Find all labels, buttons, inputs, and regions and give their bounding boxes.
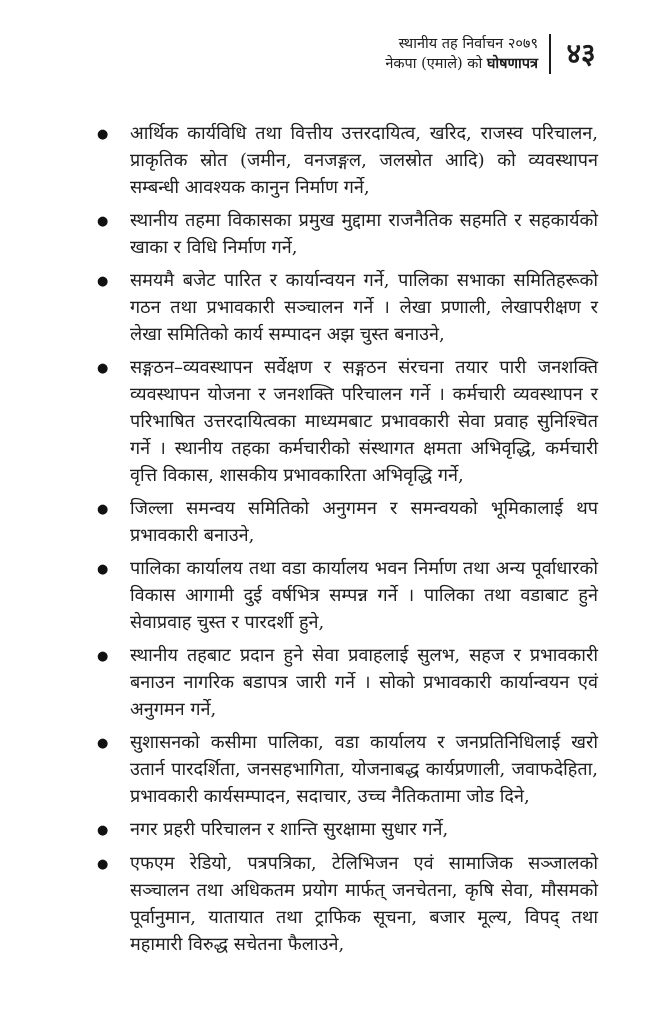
header-title — [385, 34, 538, 74]
list-item — [97, 495, 598, 549]
bullet-text: नगर प्रहरी परिचालन र शान्ति सुरक्षामा सुधार गर्ने, — [130, 819, 449, 840]
bullet-icon: ● — [97, 823, 109, 838]
bullet-list — [97, 120, 598, 964]
list-item — [97, 354, 598, 489]
bullet-text: पालिका कार्यालय तथा वडा कार्यालय भवन निर्माण तथा अन्य पूर्वाधारको विकास आगामी दुई वर्षभित्र सम्पन्न गर्ने । पालिका तथा वडाबाट हुने सेवाप्रवाह चुस्त र पारदर्शी हुने, — [130, 558, 598, 633]
bullet-text: सुशासनको कसीमा पालिका, वडा कार्यालय र जनप्रतिनिधिलाई खरो उतार्न पारदर्शिता, जनसहभागिता, योजनाबद्ध कार्यप्रणाली, जवाफदेहिता, प्रभावकारी कार्यसम्पादन, सदाचार, उच्च नैतिकतामा जोड दिने, — [130, 732, 598, 807]
bullet-text: समयमै बजेट पारित र कार्यान्वयन गर्ने, पालिका सभाका समितिहरूको गठन तथा प्रभावकारी सञ्चालन गर्ने । लेखा प्रणाली, लेखापरीक्षण र लेखा समितिको कार्य सम्पादन अझ चुस्त बनाउने, — [130, 270, 598, 345]
bullet-icon: ● — [97, 736, 109, 751]
header-line2 — [385, 54, 538, 74]
list-item — [97, 729, 598, 810]
bullet-text: सङ्गठन–व्यवस्थापन सर्वेक्षण र सङ्गठन संरचना तयार पारी जनशक्ति व्यवस्थापन योजना र जनशक्ति परिचालन गर्ने । कर्मचारी व्यवस्थापन र परिभाषित उत्तरदायित्वका माध्यमबाट प्रभावकारी सेवा प्रवाह सुनिश्चित गर्ने । स्थानीय तहका कर्मचारीको संस्थागत क्षमता अभिवृद्धि, कर्मचारी वृत्ति विकास, शासकीय प्रभावकारिता अभिवृद्धि गर्ने, — [130, 357, 598, 486]
bullet-text: स्थानीय तहमा विकासका प्रमुख मुद्दामा राजनैतिक सहमति र सहकार्यको खाका र विधि निर्माण गर्ने, — [130, 210, 598, 258]
list-item — [97, 850, 598, 958]
bullet-icon: ● — [97, 361, 109, 376]
bullet-icon: ● — [97, 214, 109, 229]
bullet-icon: ● — [97, 274, 109, 289]
list-item — [97, 816, 598, 844]
bullet-text: आर्थिक कार्यविधि तथा वित्तीय उत्तरदायित्व, खरिद, राजस्व परिचालन, प्राकृतिक स्रोत (जमीन, वनजङ्गल, जलस्रोत आदि) को व्यवस्थापन सम्बन्धी आवश्यक कानुन निर्माण गर्ने, — [130, 123, 598, 198]
bullet-text: जिल्ला समन्वय समितिको अनुगमन र समन्वयको भूमिकालाई थप प्रभावकारी बनाउने, — [130, 498, 598, 546]
bullet-text: स्थानीय तहबाट प्रदान हुने सेवा प्रवाहलाई सुलभ, सहज र प्रभावकारी बनाउन नागरिक बडापत्र जारी गर्ने । सोको प्रभावकारी कार्यान्वयन एवं अनुगमन गर्ने, — [130, 645, 598, 720]
list-item — [97, 207, 598, 261]
list-item — [97, 555, 598, 636]
list-item — [97, 267, 598, 348]
header-line2-bold: घोषणापत्र — [486, 55, 538, 72]
bullet-icon: ● — [97, 127, 109, 142]
bullet-icon: ● — [97, 649, 109, 664]
page-header — [385, 34, 600, 74]
header-line1: स्थानीय तह निर्वाचन २०७९ — [398, 36, 538, 52]
page-number: ४३ — [566, 37, 596, 70]
header-line2-regular: नेकपा (एमाले) को — [385, 56, 487, 72]
header-divider — [549, 34, 551, 74]
list-item — [97, 120, 598, 201]
bullet-icon: ● — [97, 857, 109, 872]
bullet-icon: ● — [97, 502, 109, 517]
bullet-text: एफएम रेडियो, पत्रपत्रिका, टेलिभिजन एवं सामाजिक सञ्जालको सञ्चालन तथा अधिकतम प्रयोग मार्फत् जनचेतना, कृषि सेवा, मौसमको पूर्वानुमान, यातायात तथा ट्राफिक सूचना, बजार मूल्य, विपद् तथा महामारी विरुद्ध सचेतना फैलाउने, — [130, 853, 598, 955]
bullet-icon: ● — [97, 562, 109, 577]
list-item — [97, 642, 598, 723]
